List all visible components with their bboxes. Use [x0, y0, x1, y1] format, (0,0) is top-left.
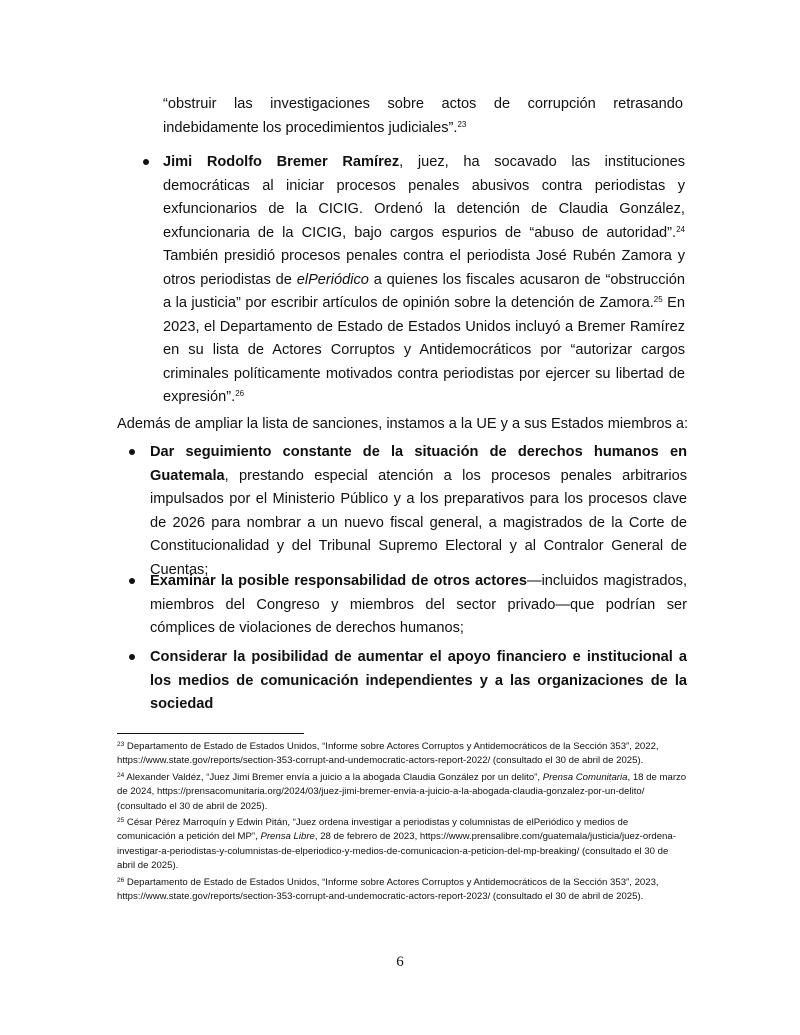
bullet-dot [129, 578, 135, 584]
person-name: Jimi Rodolfo Bremer Ramírez [163, 154, 400, 170]
footnote-ref-24[interactable]: 24 [676, 224, 685, 234]
recommendation-title-2: Examinar la posible responsabilidad de otros actores [150, 573, 527, 589]
bullet-item-bremer [163, 151, 685, 410]
bremer-text-2: También presidió procesos penales contra el periodista José Rubén Zamora y otros periodistas de [163, 248, 685, 288]
footnote-number: 26 [117, 876, 125, 884]
footnote-text-tail: , 18 de marzo de 2024, https://prensacomunitaria.org/2024/03/juez-jimi-bremer-envia-a-juicio-a-la-abogada-claudia-gonzalez-por-un-delito/ (consultado el 30 de abril de 2025). [117, 771, 687, 812]
recommendation-text-2: —incluidos magistrados, miembros del Congreso y miembros del sector privado—que podrían ser cómplices de violaciones de derechos humanos; [150, 573, 688, 636]
bremer-text-4: En 2023, el Departamento de Estado de Estados Unidos incluyó a Bremer Ramírez en su lista de Actores Corruptos y Antidemocráticos por “autorizar cargos criminales políticamente motivados contra periodistas por ejercer su libertad de expresión”. [163, 295, 685, 405]
footnote-text: Departamento de Estado de Estados Unidos, “Informe sobre Actores Corruptos y Antidemocráticos de la Sección 353”, 2023, https://www.state.gov/reports/section-353-corrupt-and-undemocratic-actors-report-2023/ (consultado el 30 de abril de 2025). [117, 876, 659, 903]
recommendation-title-1: Dar seguimiento constante de la situación de derechos humanos en Guatemala [150, 444, 687, 484]
footnote-26 [117, 876, 687, 905]
recommendation-item-2 [150, 570, 687, 641]
bremer-text-1: , juez, ha socavado las instituciones democráticas al iniciar procesos penales abusivos contra periodistas y exfuncionarios de la CICIG. Ordenó la detención de Claudia González, exfuncionaria de la CICIG, bajo cargos espurios de “abuso de autoridad”. [163, 154, 685, 241]
bremer-text-3: a quienes los fiscales acusaron de “obstrucción a la justicia” por escribir artículos de opinión sobre la detención de Zamora. [163, 271, 685, 311]
footnote-ref-26[interactable]: 26 [235, 389, 245, 398]
footnote-publication: Prensa Comunitaria [542, 771, 628, 783]
recommendation-title-3: Considerar la posibilidad de aumentar el apoyo financiero e institucional a los medios de comunicación independientes y a las organizaciones de la sociedad [150, 649, 687, 712]
recommendation-item-1 [150, 441, 687, 582]
newspaper-name: elPeriódico [296, 271, 369, 288]
quote-continuation-text: “obstruir las investigaciones sobre actos de corrupción retrasando indebidamente los procedimientos judiciales”. [163, 96, 683, 136]
bullet-dot [129, 654, 135, 660]
footnote-24 [117, 771, 687, 814]
footnote-text-tail: , 28 de febrero de 2023, https://www.prensalibre.com/guatemala/justicia/juez-ordena-investigar-a-periodistas-y-columnistas-de-elperiodico-y-medios-de-comunicacion-a-peticion-del-mp-breaking/ (consultado el 30 de abril de 2025). [117, 831, 676, 872]
footnotes [117, 740, 687, 906]
footnote-separator [117, 733, 304, 734]
recommendation-item-3 [150, 646, 687, 717]
page-number: 6 [396, 954, 404, 970]
bullet-dot [129, 449, 135, 455]
footnote-publication: Prensa Libre [260, 831, 315, 843]
footnote-text: César Pérez Marroquín y Edwin Pitán, “Juez ordena investigar a periodistas y columnistas de elPeriódico y medios de comunicación a petición del MP”, [117, 817, 629, 843]
footnote-23 [117, 740, 687, 769]
footnote-number: 25 [117, 817, 125, 825]
footnote-ref-25[interactable]: 25 [653, 295, 663, 304]
footnote-text: Departamento de Estado de Estados Unidos, “Informe sobre Actores Corruptos y Antidemocráticos de la Sección 353”, 2022, https://www.state.gov/reports/section-353-corrupt-and-undemocratic-actors-report-2022/ (consultado el 30 de abril de 2025). [117, 741, 659, 767]
footnote-number: 23 [117, 741, 125, 748]
footnote-number: 24 [117, 771, 125, 779]
quote-continuation [163, 93, 683, 140]
bullet-dot [143, 159, 149, 165]
recommendation-text-1: , prestando especial atención a los procesos penales arbitrarios impulsados por el Ministerio Público y a los preparativos para los procesos clave de 2026 para nombrar a un nuevo fiscal general, a magistrados de la Corte de Constitucionalidad y del Tribunal Supremo Electoral y al Contralor General de Cuentas; [150, 467, 687, 578]
footnote-text: Alexander Valdéz, “Juez Jimi Bremer envía a juicio a la abogada Claudia González por un delito”, [124, 771, 543, 783]
footnote-ref-23[interactable]: 23 [457, 119, 467, 129]
recommendations-intro: Además de ampliar la lista de sanciones, instamos a la UE y a sus Estados miembros a: [117, 416, 689, 432]
footnote-25 [117, 816, 687, 874]
